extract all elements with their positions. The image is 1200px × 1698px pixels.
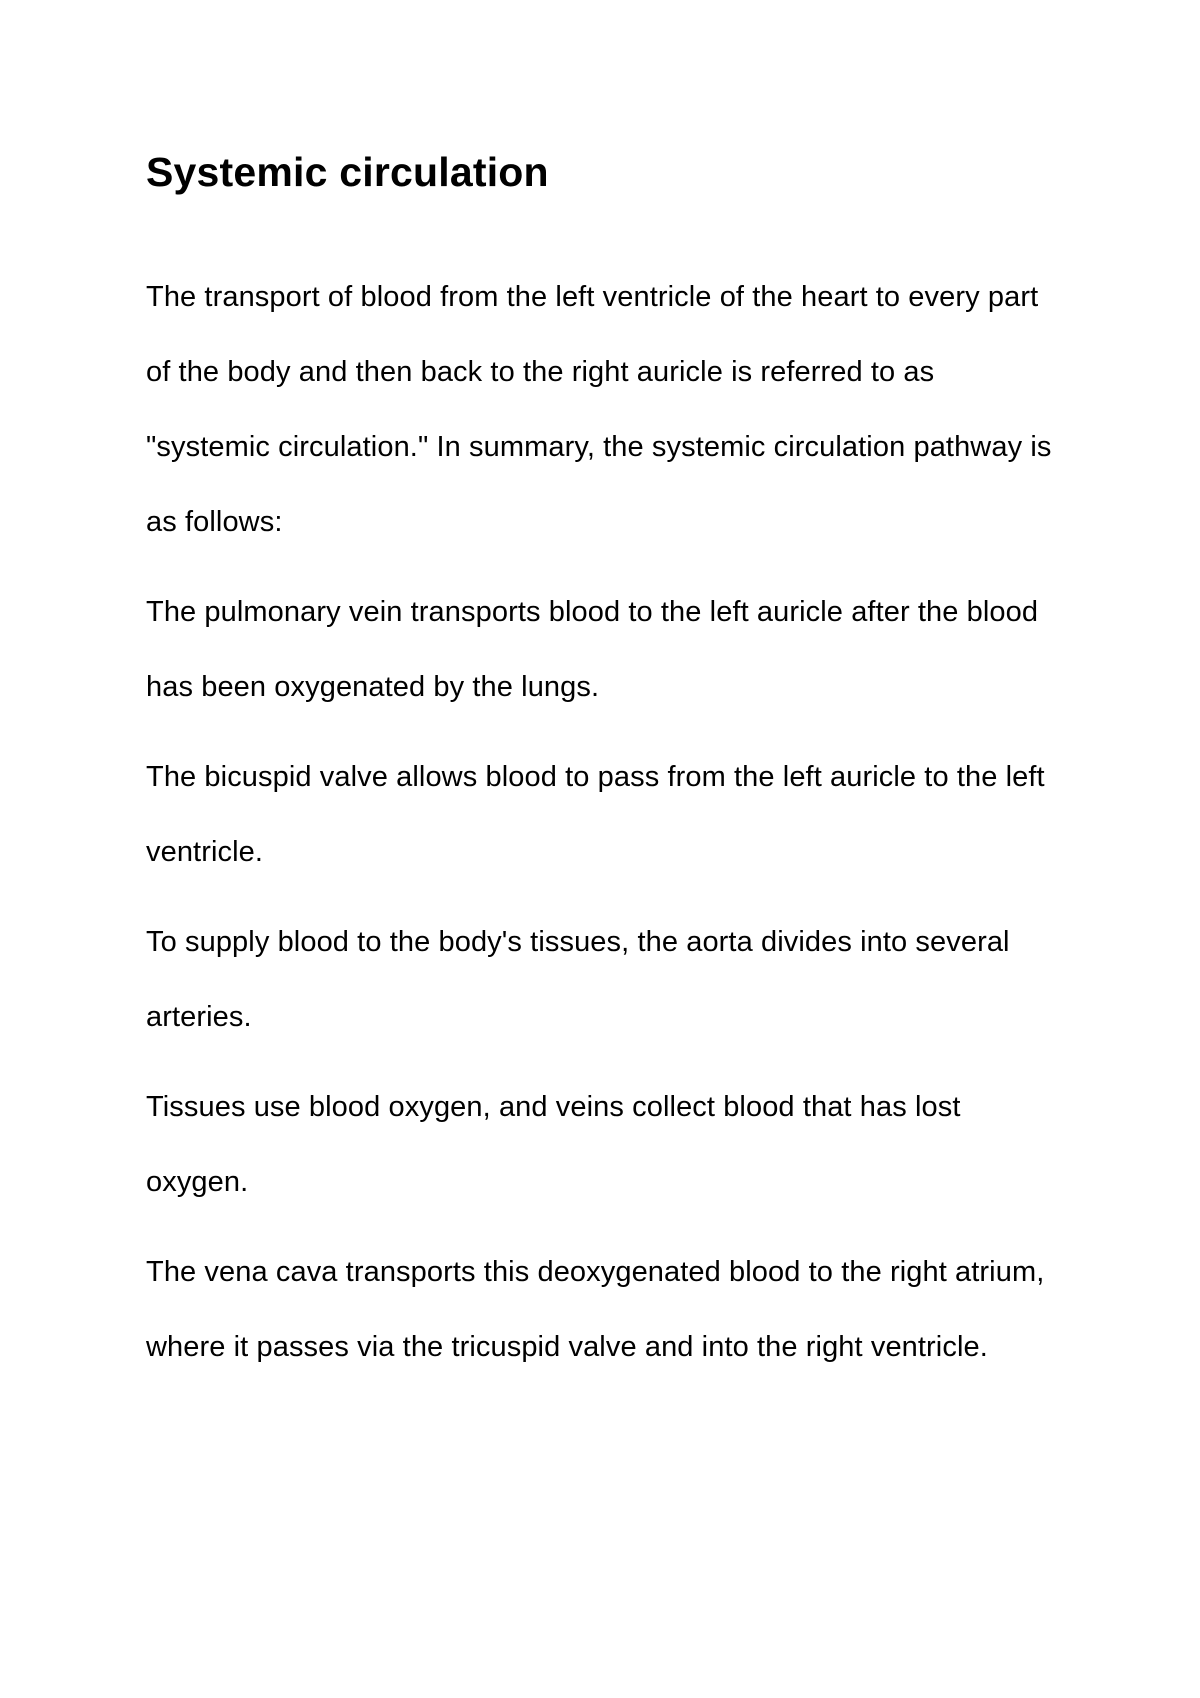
paragraph-bicuspid-valve: The bicuspid valve allows blood to pass from the left auricle to the left ventricle. bbox=[146, 761, 1045, 868]
paragraph-intro: The transport of blood from the left ventricle of the heart to every part of the body and then back to the right auricle is referred to as "systemic circulation." In summary, the systemic circulation pathway is as follows: bbox=[146, 281, 1052, 538]
page-title: Systemic circulation bbox=[146, 149, 549, 195]
paragraph-tissues: Tissues use blood oxygen, and veins collect blood that has lost oxygen. bbox=[146, 1091, 961, 1198]
paragraph-vena-cava: The vena cava transports this deoxygenated blood to the right atrium, where it passes via the tricuspid valve and into the right ventricle. bbox=[146, 1256, 1045, 1363]
paragraph-aorta: To supply blood to the body's tissues, the aorta divides into several arteries. bbox=[146, 926, 1010, 1033]
paragraph-pulmonary-vein: The pulmonary vein transports blood to the left auricle after the blood has been oxygenated by the lungs. bbox=[146, 596, 1039, 703]
document-body bbox=[146, 140, 1066, 1385]
